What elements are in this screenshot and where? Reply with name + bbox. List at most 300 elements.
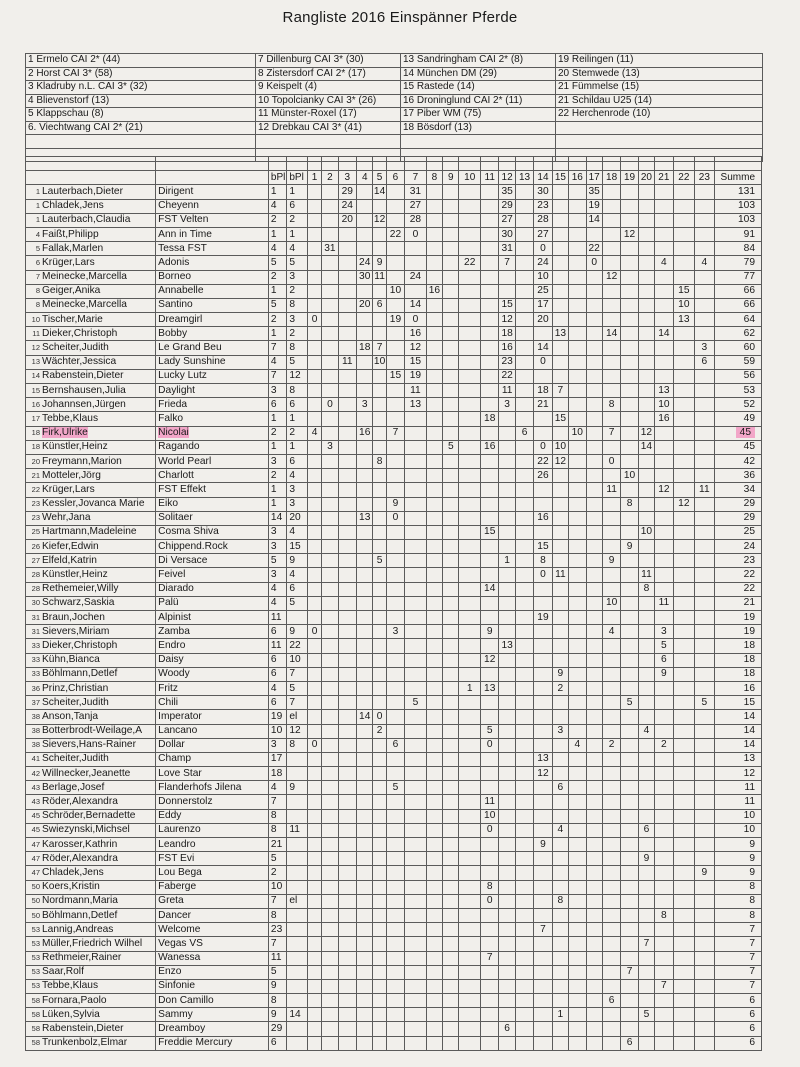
event-score-cell xyxy=(386,908,404,922)
best-placement-cell: 1 xyxy=(287,440,308,454)
rank-number: 53 xyxy=(31,924,40,934)
event-score-cell xyxy=(459,1008,481,1022)
event-score-cell xyxy=(426,880,442,894)
event-score-cell xyxy=(357,894,373,908)
event-score-cell xyxy=(338,738,356,752)
event-score-cell xyxy=(480,1008,498,1022)
best-placement-cell: 1 xyxy=(268,185,286,199)
ranking-row xyxy=(26,483,762,497)
event-score-cell xyxy=(338,582,356,596)
event-score-cell xyxy=(569,511,586,525)
event-score-cell xyxy=(357,767,373,781)
event-score-cell xyxy=(443,823,459,837)
best-placement-cell: 2 xyxy=(287,213,308,227)
event-score-cell xyxy=(552,852,568,866)
event-score-cell: 1 xyxy=(552,1008,568,1022)
event-score-cell xyxy=(443,426,459,440)
event-score-cell xyxy=(515,852,533,866)
event-score-cell xyxy=(357,525,373,539)
competitor-cell xyxy=(26,525,156,539)
horse-cell xyxy=(156,554,269,568)
event-score-cell xyxy=(621,667,638,681)
best-placement-cell: 7 xyxy=(268,894,286,908)
event-score-cell: 11 xyxy=(638,568,654,582)
event-cell: 1 Ermelo CAI 2* (44) xyxy=(26,54,256,68)
event-score-cell xyxy=(586,554,602,568)
event-score-cell xyxy=(569,227,586,241)
competitor-name: Böhlmann,Detlef xyxy=(42,909,118,921)
event-score-cell xyxy=(307,681,321,695)
event-score-cell xyxy=(673,341,695,355)
event-score-cell xyxy=(357,313,373,327)
event-score-cell xyxy=(480,483,498,497)
event-score-cell xyxy=(534,1022,552,1036)
event-score-cell xyxy=(602,710,620,724)
event-score-cell xyxy=(534,483,552,497)
event-score-cell xyxy=(307,568,321,582)
event-score-cell xyxy=(443,710,459,724)
event-score-cell xyxy=(459,412,481,426)
event-score-cell xyxy=(499,724,515,738)
event-score-cell xyxy=(569,923,586,937)
column-header: 16 xyxy=(569,171,586,185)
event-score-cell xyxy=(673,582,695,596)
total-score-cell xyxy=(714,809,761,823)
event-score-cell xyxy=(480,369,498,383)
rank-number: 36 xyxy=(31,683,40,693)
rank-number: 42 xyxy=(31,768,40,778)
event-score-cell xyxy=(426,256,442,270)
event-row xyxy=(26,67,763,81)
event-cell: 8 Zistersdorf CAI 2* (17) xyxy=(256,67,401,81)
event-score-cell: 6 xyxy=(655,653,673,667)
event-score-cell xyxy=(322,1008,338,1022)
event-score-cell xyxy=(386,483,404,497)
event-score-cell xyxy=(386,838,404,852)
event-score-cell: 22 xyxy=(386,227,404,241)
total-score-cell xyxy=(714,256,761,270)
event-score-cell xyxy=(552,625,568,639)
ranking-row xyxy=(26,1008,762,1022)
horse-name: Don Camillo xyxy=(158,994,214,1006)
event-score-cell xyxy=(322,767,338,781)
event-score-cell xyxy=(569,270,586,284)
event-score-cell xyxy=(695,752,714,766)
event-score-cell xyxy=(515,923,533,937)
best-placement-cell: 17 xyxy=(268,752,286,766)
event-score-cell xyxy=(357,568,373,582)
event-score-cell xyxy=(322,696,338,710)
event-score-cell xyxy=(459,738,481,752)
event-score-cell: 12 xyxy=(552,454,568,468)
event-score-cell xyxy=(515,525,533,539)
event-score-cell xyxy=(602,440,620,454)
event-score-cell xyxy=(673,185,695,199)
event-score-cell xyxy=(386,639,404,653)
competitor-name: Sievers,Miriam xyxy=(42,625,110,637)
event-score-cell xyxy=(638,284,654,298)
total-score-cell xyxy=(714,213,761,227)
event-score-cell xyxy=(499,625,515,639)
event-score-cell xyxy=(534,653,552,667)
event-score-cell xyxy=(515,284,533,298)
event-score-cell xyxy=(443,965,459,979)
event-score-cell: 35 xyxy=(499,185,515,199)
event-score-cell xyxy=(373,582,386,596)
event-score-cell xyxy=(459,298,481,312)
event-score-cell xyxy=(515,823,533,837)
event-score-cell xyxy=(373,1022,386,1036)
event-score-cell xyxy=(673,525,695,539)
event-score-cell xyxy=(515,667,533,681)
competitor-name: Tischer,Marie xyxy=(42,313,103,325)
event-cell: 13 Sandringham CAI 2* (8) xyxy=(401,54,556,68)
event-score-cell xyxy=(405,866,427,880)
event-cell: 11 Münster-Roxel (17) xyxy=(256,108,401,122)
event-score-cell xyxy=(373,469,386,483)
event-score-cell xyxy=(386,923,404,937)
competitor-cell xyxy=(26,270,156,284)
horse-cell xyxy=(156,341,269,355)
event-score-cell xyxy=(373,540,386,554)
ranking-row xyxy=(26,525,762,539)
competitor-cell xyxy=(26,738,156,752)
event-score-cell xyxy=(586,1036,602,1050)
event-score-cell xyxy=(586,738,602,752)
total-score: 22 xyxy=(743,569,755,581)
event-score-cell xyxy=(373,696,386,710)
event-score-cell xyxy=(405,625,427,639)
event-score-cell xyxy=(695,384,714,398)
event-score-cell xyxy=(638,511,654,525)
event-score-cell xyxy=(569,327,586,341)
event-score-cell: 9 xyxy=(602,554,620,568)
best-placement-cell: 1 xyxy=(268,327,286,341)
total-score: 9 xyxy=(749,866,755,878)
event-score-cell xyxy=(459,752,481,766)
event-score-cell xyxy=(338,937,356,951)
event-score-cell xyxy=(552,880,568,894)
event-score-cell xyxy=(602,852,620,866)
event-score-cell xyxy=(338,696,356,710)
event-score-cell xyxy=(586,866,602,880)
event-score-cell xyxy=(386,298,404,312)
event-legend-table xyxy=(25,53,763,162)
event-score-cell xyxy=(459,965,481,979)
competitor-cell xyxy=(26,767,156,781)
event-score-cell: 11 xyxy=(480,795,498,809)
event-score-cell xyxy=(515,639,533,653)
event-score-cell xyxy=(426,440,442,454)
event-score-cell xyxy=(443,554,459,568)
event-score-cell: 13 xyxy=(655,384,673,398)
total-score: 7 xyxy=(749,980,755,992)
horse-cell xyxy=(156,681,269,695)
event-score-cell xyxy=(602,767,620,781)
event-score-cell xyxy=(386,894,404,908)
event-score-cell xyxy=(480,355,498,369)
event-score-cell: 25 xyxy=(534,284,552,298)
event-score-cell xyxy=(459,894,481,908)
event-score-cell xyxy=(322,923,338,937)
horse-name: Eddy xyxy=(158,810,182,822)
event-score-cell xyxy=(443,908,459,922)
event-score-cell xyxy=(386,696,404,710)
event-score-cell: 9 xyxy=(534,838,552,852)
event-score-cell xyxy=(307,412,321,426)
event-score-cell: 22 xyxy=(586,242,602,256)
horse-name: Daylight xyxy=(158,384,195,396)
event-score-cell xyxy=(515,880,533,894)
total-score-cell xyxy=(714,242,761,256)
event-score-cell xyxy=(426,823,442,837)
total-score-cell xyxy=(714,426,761,440)
competitor-name: Karosser,Kathrin xyxy=(42,838,118,850)
event-score-cell xyxy=(322,483,338,497)
event-score-cell xyxy=(695,596,714,610)
event-score-cell xyxy=(357,795,373,809)
event-score-cell xyxy=(515,497,533,511)
event-score-cell xyxy=(569,554,586,568)
event-score-cell xyxy=(515,242,533,256)
event-score-cell xyxy=(459,185,481,199)
event-score-cell xyxy=(695,199,714,213)
event-score-cell xyxy=(373,894,386,908)
competitor-cell xyxy=(26,781,156,795)
event-score-cell xyxy=(386,866,404,880)
competitor-cell xyxy=(26,327,156,341)
event-score-cell xyxy=(673,611,695,625)
total-score-cell xyxy=(714,625,761,639)
event-score-cell xyxy=(515,696,533,710)
event-score-cell xyxy=(638,384,654,398)
event-score-cell: 10 xyxy=(386,284,404,298)
event-score-cell xyxy=(405,483,427,497)
event-cell: 12 Drebkau CAI 3* (41) xyxy=(256,121,401,135)
competitor-name: Tebbe,Klaus xyxy=(42,980,99,992)
event-score-cell xyxy=(322,681,338,695)
event-score-cell xyxy=(552,965,568,979)
event-score-cell xyxy=(459,497,481,511)
event-score-cell: 2 xyxy=(373,724,386,738)
event-score-cell xyxy=(459,838,481,852)
total-score: 66 xyxy=(743,299,755,311)
total-score-cell xyxy=(714,568,761,582)
rank-number: 38 xyxy=(31,726,40,736)
ranking-row xyxy=(26,412,762,426)
rank-number: 18 xyxy=(31,428,40,438)
event-score-cell xyxy=(673,398,695,412)
event-score-cell xyxy=(673,270,695,284)
event-score-cell xyxy=(673,823,695,837)
event-score-cell xyxy=(338,227,356,241)
competitor-cell xyxy=(26,199,156,213)
event-score-cell: 19 xyxy=(405,369,427,383)
event-score-cell xyxy=(307,554,321,568)
best-placement-cell: 5 xyxy=(268,965,286,979)
event-score-cell: 12 xyxy=(602,270,620,284)
event-score-cell xyxy=(307,469,321,483)
best-placement-cell: 7 xyxy=(287,667,308,681)
competitor-name: Krüger,Lars xyxy=(42,483,95,495)
event-score-cell xyxy=(655,426,673,440)
event-score-cell xyxy=(357,384,373,398)
event-score-cell xyxy=(426,398,442,412)
event-score-cell xyxy=(499,270,515,284)
event-score-cell xyxy=(459,341,481,355)
rank-number: 47 xyxy=(31,839,40,849)
event-score-cell: 3 xyxy=(322,440,338,454)
event-score-cell xyxy=(638,809,654,823)
event-score-cell xyxy=(338,880,356,894)
event-cell xyxy=(556,121,763,135)
event-score-cell xyxy=(386,724,404,738)
event-score-cell xyxy=(552,639,568,653)
event-score-cell xyxy=(426,1022,442,1036)
competitor-name: Swiezynski,Michsel xyxy=(42,824,130,836)
event-score-cell xyxy=(357,213,373,227)
event-score-cell xyxy=(695,327,714,341)
event-score-cell xyxy=(602,284,620,298)
event-score-cell: 16 xyxy=(534,511,552,525)
event-score-cell xyxy=(307,852,321,866)
event-score-cell xyxy=(322,994,338,1008)
ranking-row xyxy=(26,724,762,738)
event-score-cell xyxy=(443,951,459,965)
event-score-cell xyxy=(459,227,481,241)
event-score-cell xyxy=(673,710,695,724)
horse-cell xyxy=(156,767,269,781)
ranking-row xyxy=(26,369,762,383)
event-score-cell xyxy=(638,327,654,341)
event-score-cell xyxy=(322,256,338,270)
event-score-cell: 30 xyxy=(499,227,515,241)
event-score-cell xyxy=(459,923,481,937)
competitor-name: Sievers,Hans-Rainer xyxy=(42,739,136,751)
event-score-cell xyxy=(673,696,695,710)
event-score-cell xyxy=(322,185,338,199)
event-score-cell xyxy=(357,653,373,667)
best-placement-cell xyxy=(287,923,308,937)
event-score-cell xyxy=(602,752,620,766)
total-score: 84 xyxy=(743,242,755,254)
rank-number: 11 xyxy=(32,328,40,338)
event-score-cell xyxy=(569,937,586,951)
event-score-cell xyxy=(602,908,620,922)
ranking-row xyxy=(26,795,762,809)
event-score-cell: 14 xyxy=(534,341,552,355)
horse-cell xyxy=(156,384,269,398)
total-score-cell xyxy=(714,554,761,568)
event-score-cell: 6 xyxy=(638,823,654,837)
event-score-cell xyxy=(602,469,620,483)
event-score-cell xyxy=(673,327,695,341)
event-score-cell: 10 xyxy=(673,298,695,312)
event-cell: 4 Blievenstorf (13) xyxy=(26,94,256,108)
event-score-cell: 0 xyxy=(405,227,427,241)
event-score-cell xyxy=(405,1022,427,1036)
event-score-cell: 3 xyxy=(386,625,404,639)
competitor-name: Faißt,Philipp xyxy=(42,228,99,240)
competitor-cell xyxy=(26,880,156,894)
event-score-cell xyxy=(695,426,714,440)
competitor-name: Koers,Kristin xyxy=(42,881,100,893)
ranking-row xyxy=(26,1036,762,1050)
event-score-cell: 16 xyxy=(480,440,498,454)
event-score-cell xyxy=(552,313,568,327)
event-score-cell xyxy=(373,994,386,1008)
event-score-cell xyxy=(459,454,481,468)
rank-number: 1 xyxy=(35,186,40,196)
event-score-cell xyxy=(443,341,459,355)
horse-cell xyxy=(156,213,269,227)
event-score-cell xyxy=(459,554,481,568)
competitor-cell xyxy=(26,823,156,837)
event-score-cell xyxy=(621,823,638,837)
event-score-cell xyxy=(552,525,568,539)
event-score-cell: 4 xyxy=(552,823,568,837)
competitor-cell xyxy=(26,582,156,596)
event-score-cell xyxy=(515,809,533,823)
event-score-cell xyxy=(586,440,602,454)
horse-cell xyxy=(156,611,269,625)
event-score-cell xyxy=(373,227,386,241)
event-score-cell xyxy=(357,483,373,497)
total-score: 53 xyxy=(743,384,755,396)
event-score-cell xyxy=(405,965,427,979)
horse-name: Greta xyxy=(158,895,184,907)
horse-name: Le Grand Beu xyxy=(158,342,222,354)
event-score-cell xyxy=(569,1022,586,1036)
event-score-cell xyxy=(459,426,481,440)
event-score-cell xyxy=(586,341,602,355)
competitor-cell xyxy=(26,852,156,866)
event-score-cell xyxy=(307,511,321,525)
ranking-row xyxy=(26,398,762,412)
horse-cell xyxy=(156,880,269,894)
event-score-cell xyxy=(443,199,459,213)
event-score-cell xyxy=(695,951,714,965)
event-score-cell xyxy=(515,398,533,412)
event-score-cell xyxy=(338,809,356,823)
event-score-cell xyxy=(322,653,338,667)
event-score-cell xyxy=(586,937,602,951)
total-score: 15 xyxy=(743,696,755,708)
event-score-cell xyxy=(307,256,321,270)
event-score-cell xyxy=(338,511,356,525)
event-score-cell xyxy=(602,298,620,312)
event-score-cell xyxy=(426,738,442,752)
event-score-cell xyxy=(405,596,427,610)
event-score-cell xyxy=(426,327,442,341)
best-placement-cell: 4 xyxy=(268,596,286,610)
total-score: 14 xyxy=(743,739,755,751)
event-score-cell xyxy=(405,1008,427,1022)
event-score-cell xyxy=(673,639,695,653)
event-score-cell xyxy=(655,1036,673,1050)
best-placement-cell: 2 xyxy=(268,426,286,440)
event-score-cell xyxy=(655,213,673,227)
event-score-cell xyxy=(443,227,459,241)
event-score-cell xyxy=(621,270,638,284)
event-score-cell xyxy=(480,1036,498,1050)
best-placement-cell: 12 xyxy=(287,724,308,738)
event-score-cell xyxy=(322,781,338,795)
best-placement-cell: 2 xyxy=(287,327,308,341)
event-score-cell xyxy=(386,327,404,341)
competitor-name: Künstler,Heinz xyxy=(42,441,108,453)
event-score-cell xyxy=(569,582,586,596)
